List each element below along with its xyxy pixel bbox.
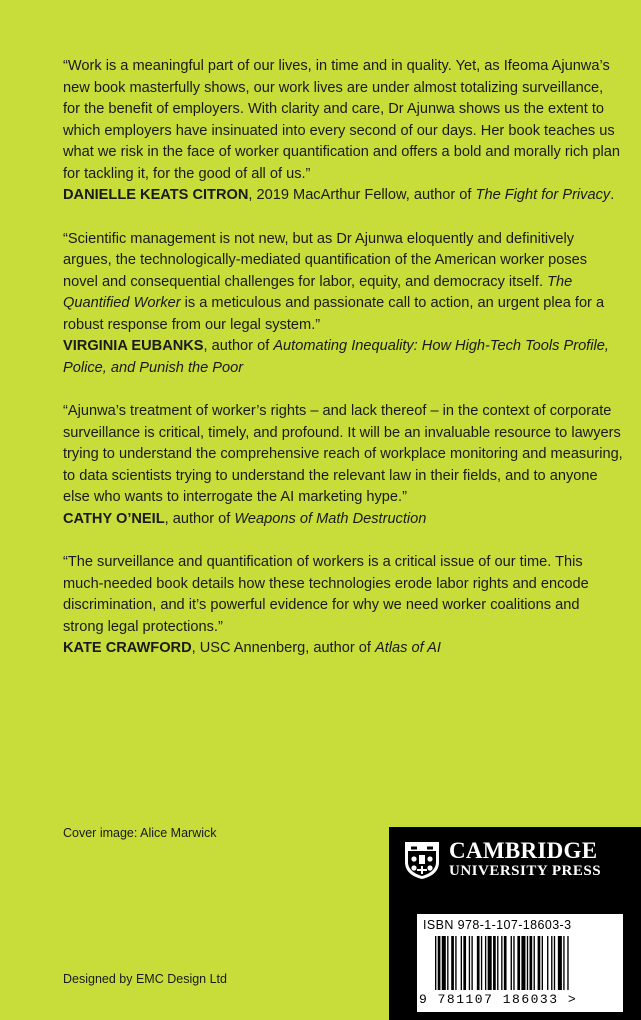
barcode-bar (438, 936, 441, 990)
quote-attribution (63, 509, 623, 531)
barcode-bar (493, 936, 496, 990)
author-work: Weapons of Math Destruction (234, 510, 427, 527)
publisher-logo (403, 839, 601, 880)
barcode-bar (547, 936, 548, 990)
design-credit: Designed by EMC Design Ltd (63, 972, 227, 986)
author-name: DANIELLE KEATS CITRON (63, 187, 249, 203)
endorsements (63, 56, 623, 682)
barcode-bar (442, 936, 446, 990)
author-role: , author of (164, 510, 235, 527)
barcode-bar (504, 936, 507, 990)
isbn-label: ISBN 978-1-107-18603-3 (423, 918, 572, 932)
barcode-bar (455, 936, 456, 990)
barcode-bar (538, 936, 541, 990)
barcode-bar (563, 936, 564, 990)
barcode-bar (501, 936, 502, 990)
quote-text-before: “Scientific management is not new, but as Dr Ajunwa eloquently and definitively argues, the technologically-mediated quantification of the American worker poses novel and consequential challenges for labor, equity, and democracy itself. (63, 230, 588, 290)
barcode-bar (469, 936, 470, 990)
barcode-bar (554, 936, 555, 990)
author-role: , USC Annenberg, author of (191, 640, 375, 656)
barcode-bar (447, 936, 448, 990)
barcode-bar (513, 936, 514, 990)
barcode-bar (471, 936, 472, 990)
quote-attribution (63, 336, 623, 379)
cover-image-credit: Cover image: Alice Marwick (63, 826, 217, 840)
barcode-bar (463, 936, 466, 990)
attr-end: . (610, 187, 615, 203)
barcode-bar (451, 936, 454, 990)
quote-text: “Work is a meaningful part of our lives, in time and in quality. Yet, as Ifeoma Ajunwa’s new book masterfully shows, our work lives are under almost totalizing surveillance, for the benefit of employers. With clarity and care, Dr Ajunwa shows us the extent to which employers have insinuated into every second of our days. Her book teaches us what we risk in the face of worker quantification and offers a bold and morally rich plan for tackling it, for the good of all of us.” (63, 58, 621, 182)
author-work: Automating Inequality: How High-Tech Tools Profile, Police, and Punish the Poor (63, 338, 609, 376)
endorsement-eubanks (63, 229, 623, 380)
barcode-bar (551, 936, 552, 990)
barcode-bar (497, 936, 498, 990)
endorsement-crawford (63, 552, 623, 660)
cambridge-crest-icon (403, 840, 441, 880)
author-work: The Fight for Privacy (475, 187, 611, 203)
barcode-number: 9 781107 186033 > (419, 992, 578, 1007)
barcode-bar (488, 936, 492, 990)
quote-text: “The surveillance and quantification of workers is a critical issue of our time. This much-needed book details how these technologies erode labor rights and encode discrimination, and it’s powerful evidence for why we need worker coalitions and strong legal protections.” (63, 554, 589, 635)
publisher-subname: UNIVERSITY PRESS (449, 863, 602, 879)
barcode-bar (530, 936, 533, 990)
barcode-bar (511, 936, 512, 990)
barcode-bars-icon (421, 936, 619, 992)
publisher-panel (389, 827, 641, 1020)
endorsement-oneil (63, 401, 623, 530)
quote-text-after: is a meticulous and passionate call to action, an urgent plea for a robust response from our legal system.” (63, 295, 605, 333)
barcode-bar (435, 936, 436, 990)
barcode-bar (558, 936, 562, 990)
barcode (417, 914, 623, 1012)
barcode-bar (542, 936, 543, 990)
author-name: CATHY O’NEIL (63, 510, 165, 527)
barcode-bar (521, 936, 525, 990)
author-name: VIRGINIA EUBANKS (63, 338, 204, 354)
barcode-bar (485, 936, 486, 990)
barcode-bar (461, 936, 462, 990)
quote-book-title: The Quantified Worker (63, 273, 573, 311)
author-work: Atlas of AI (375, 640, 441, 656)
endorsement-citron (63, 56, 623, 207)
author-role: , author of (203, 338, 274, 354)
author-role: , 2019 MacArthur Fellow, author of (248, 187, 476, 203)
quote-attribution (63, 638, 623, 660)
quote-text (63, 229, 623, 337)
barcode-bar (567, 936, 568, 990)
barcode-bar (534, 936, 535, 990)
barcode-bar (517, 936, 520, 990)
barcode-bar (527, 936, 528, 990)
author-name: KATE CRAWFORD (63, 640, 192, 656)
barcode-bar (477, 936, 480, 990)
quote-attribution (63, 185, 623, 207)
barcode-bar (481, 936, 482, 990)
quote-text: “Ajunwa’s treatment of worker’s rights – and lack thereof – in the context of corporate surveillance is critical, timely, and profound. It will be an invaluable resource to lawyers trying to understand the comprehensive reach of workplace monitoring and measuring, to data scientists trying to understand the relevant law in their fields, and to anyone else who wants to interrogate the AI marketing hype.” (63, 403, 623, 505)
publisher-name: CAMBRIDGE (449, 838, 598, 863)
